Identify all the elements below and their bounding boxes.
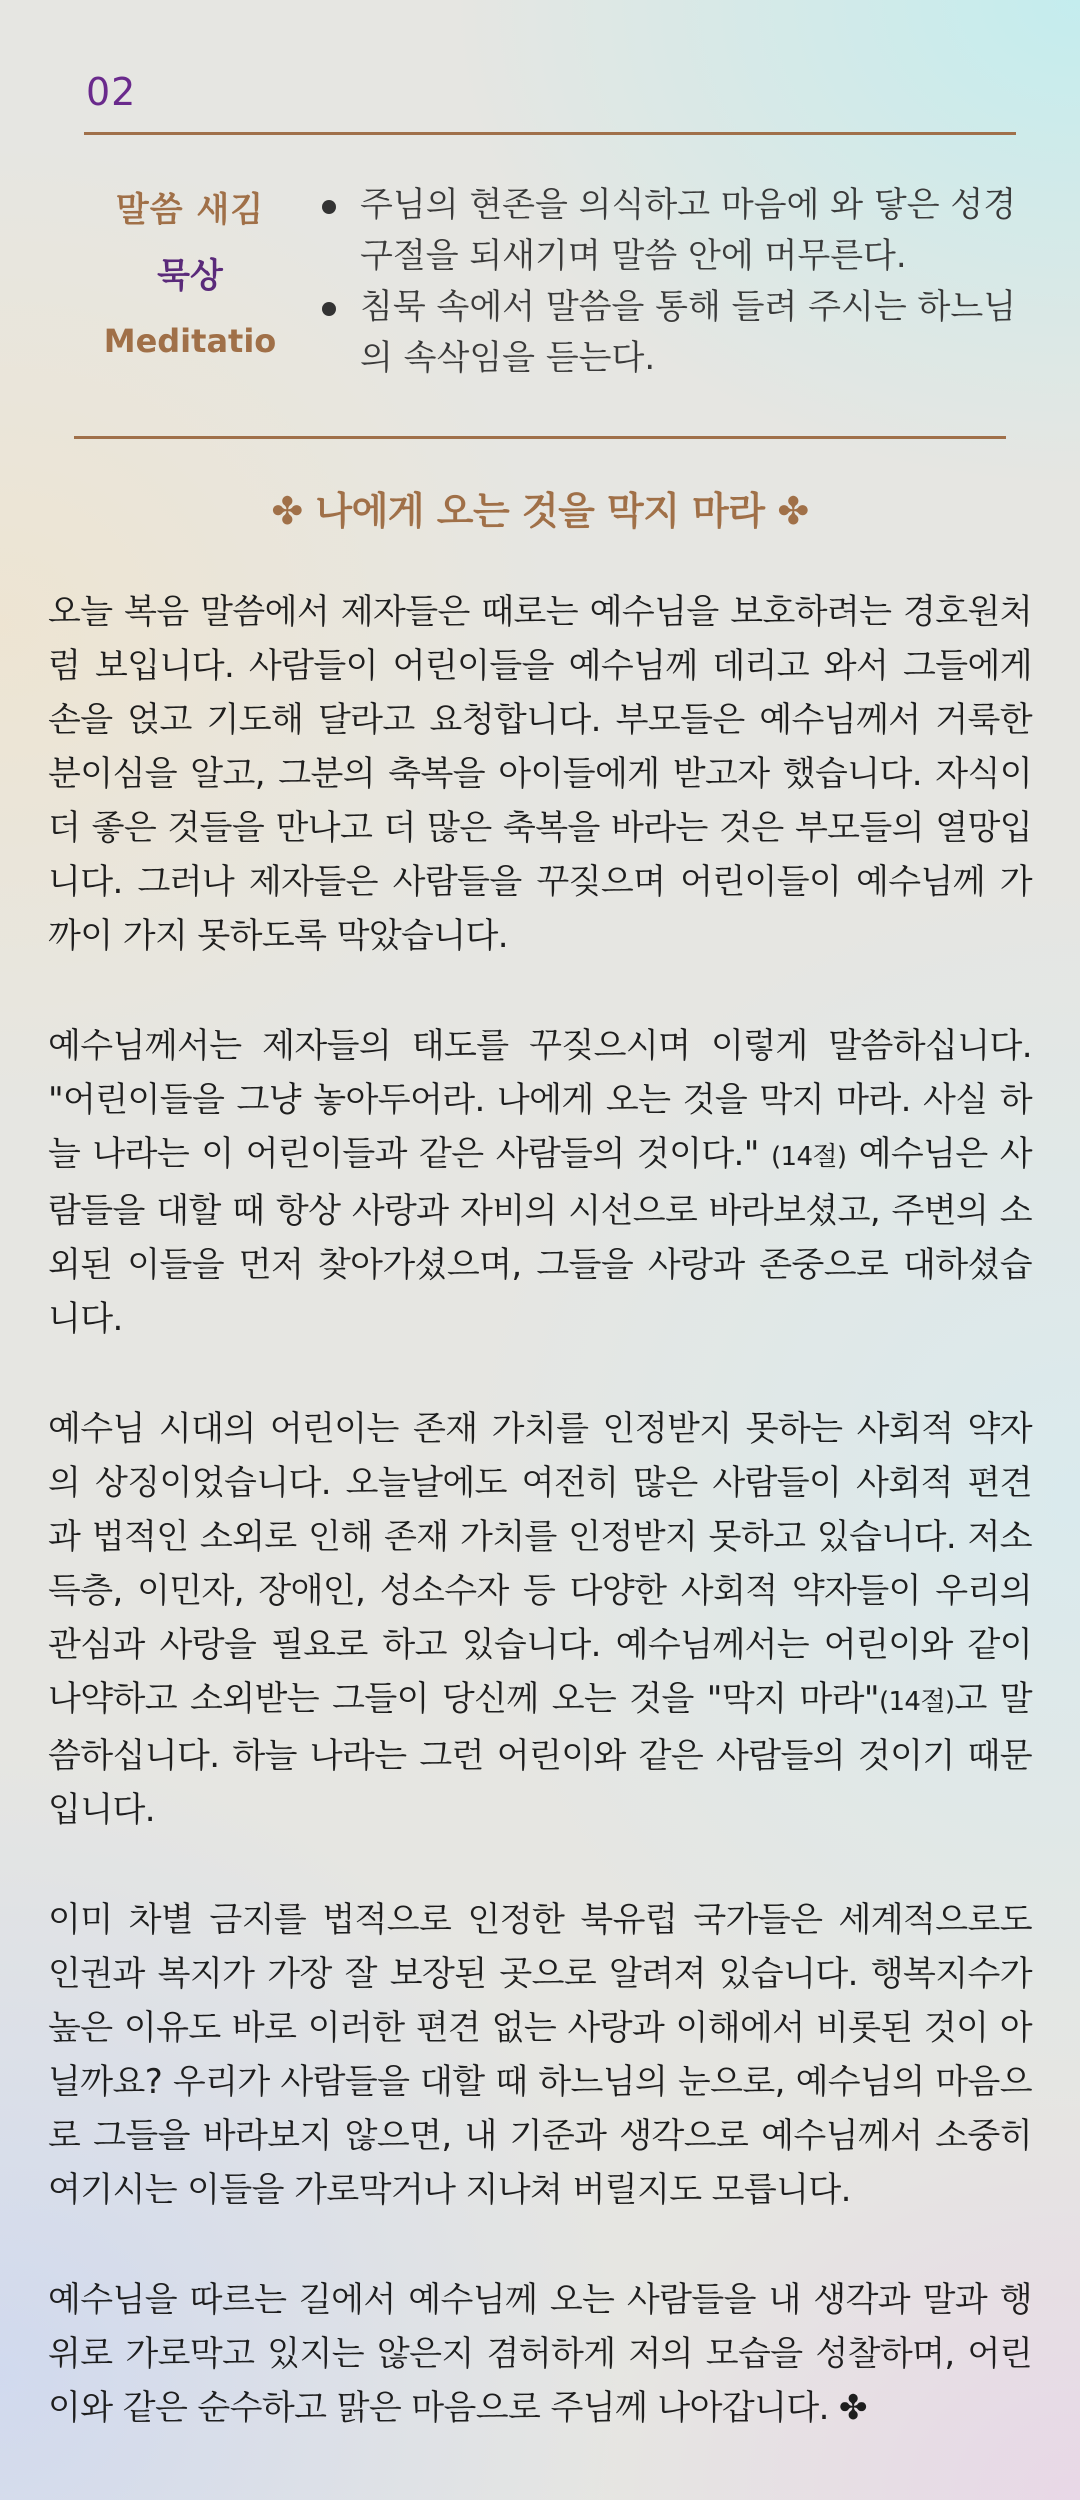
paragraph	[48, 2273, 1032, 2435]
paragraph-text: 예수님 시대의 어린이는 존재 가치를 인정받지 못하는 사회적 약자의 상징이었습니다. 오늘날에도 여전히 많은 사람들이 사회적 편견과 법적인 소외로 인해 존재 가치를 인정받지 못하고 있습니다. 저소득층, 이민자, 장애인, 성소수자 등 다양한 사회적 약자들이 우리의 관심과 사랑을 필요로 하고 있습니다. 예수님께서는 어린이와 같이 나약하고 소외받는 그들이 당신께 오는 것을 "막지 마라"	[48, 1409, 1032, 1719]
paragraph-text: 오늘 복음 말씀에서 제자들은 때로는 예수님을 보호하려는 경호원처럼 보입니다. 사람들이 어린이들을 예수님께 데리고 와서 그들에게 손을 얹고 기도해 달라고 요청합니다. 부모들은 예수님께서 거룩한 분이심을 알고, 그분의 축복을 아이들에게 받고자 했습니다. 자식이 더 좋은 것들을 만나고 더 많은 축복을 바라는 것은 부모들의 열망입니다. 그러나 제자들은 사람들을 꾸짖으며 어린이들이 예수님께 가까이 가지 못하도록 막았습니다.	[48, 592, 1032, 956]
paragraph-text: 예수님께서는 제자들의 태도를 꾸짖으시며 이렇게 말씀하십니다. "어린이들을 그냥 놓아두어라. 나에게 오는 것을 막지 마라. 사실 하늘 나라는 이 어린이들과 같은 사람들의 것이다."	[48, 1026, 1032, 1174]
instruction-item	[318, 180, 1018, 282]
bottom-divider	[74, 436, 1006, 439]
section-label	[70, 180, 310, 370]
verse-reference: (14절)	[770, 1142, 847, 1172]
paragraph	[48, 1019, 1032, 1346]
bullet-dot-icon	[322, 200, 336, 214]
paragraph-text: 예수님을 따르는 길에서 예수님께 오는 사람들을 내 생각과 말과 행위로 가로막고 있지는 않은지 겸허하게 저의 모습을 성찰하며, 어린이와 같은 순수하고 맑은 마음으로 주님께 나아갑니다. ✤	[48, 2280, 1032, 2428]
instruction-text: 침묵 속에서 말씀을 통해 들려 주시는 하느님의 속삭임을 듣는다.	[360, 287, 1017, 378]
reflection-body	[48, 585, 1032, 2491]
paragraph-text: 이미 차별 금지를 법적으로 인정한 북유럽 국가들은 세계적으로도 인권과 복지가 가장 잘 보장된 곳으로 알려져 있습니다. 행복지수가 높은 이유도 바로 이러한 편견 없는 사랑과 이해에서 비롯된 것이 아닐까요? 우리가 사람들을 대할 때 하느님의 눈으로, 예수님의 마음으로 그들을 바라보지 않으면, 내 기준과 생각으로 예수님께서 소중히 여기시는 이들을 가로막거나 지나쳐 버릴지도 모릅니다.	[48, 1900, 1032, 2210]
instruction-item	[318, 282, 1018, 384]
bullet-dot-icon	[322, 302, 336, 316]
label-korean: 말씀 새김	[115, 190, 265, 230]
reflection-title: ✤ 나에게 오는 것을 막지 마라 ✤	[271, 489, 809, 533]
paragraph-text: 예수님은 사람들을 대할 때 항상 사랑과 자비의 시선으로 바라보셨고, 주변의 소외된 이들을 먼저 찾아가셨으며, 그들을 사랑과 존중으로 대하셨습니다.	[48, 1134, 1032, 1339]
paragraph	[48, 1402, 1032, 1837]
paragraph	[48, 585, 1032, 963]
instruction-text: 주님의 현존을 의식하고 마음에 와 닿은 성경구절을 되새기며 말씀 안에 머무른다.	[360, 185, 1017, 276]
verse-reference: (14절)	[878, 1687, 955, 1717]
section-number: 02	[86, 70, 137, 114]
instruction-list	[318, 180, 1018, 384]
label-subtitle: 묵상	[157, 256, 223, 296]
paragraph-text: 고 말씀하십니다. 하늘 나라는 그런 어린이와 같은 사람들의 것이기 때문입니다.	[48, 1679, 1032, 1830]
label-latin: Meditatio	[103, 322, 277, 360]
paragraph	[48, 1893, 1032, 2217]
top-divider	[84, 132, 1016, 135]
